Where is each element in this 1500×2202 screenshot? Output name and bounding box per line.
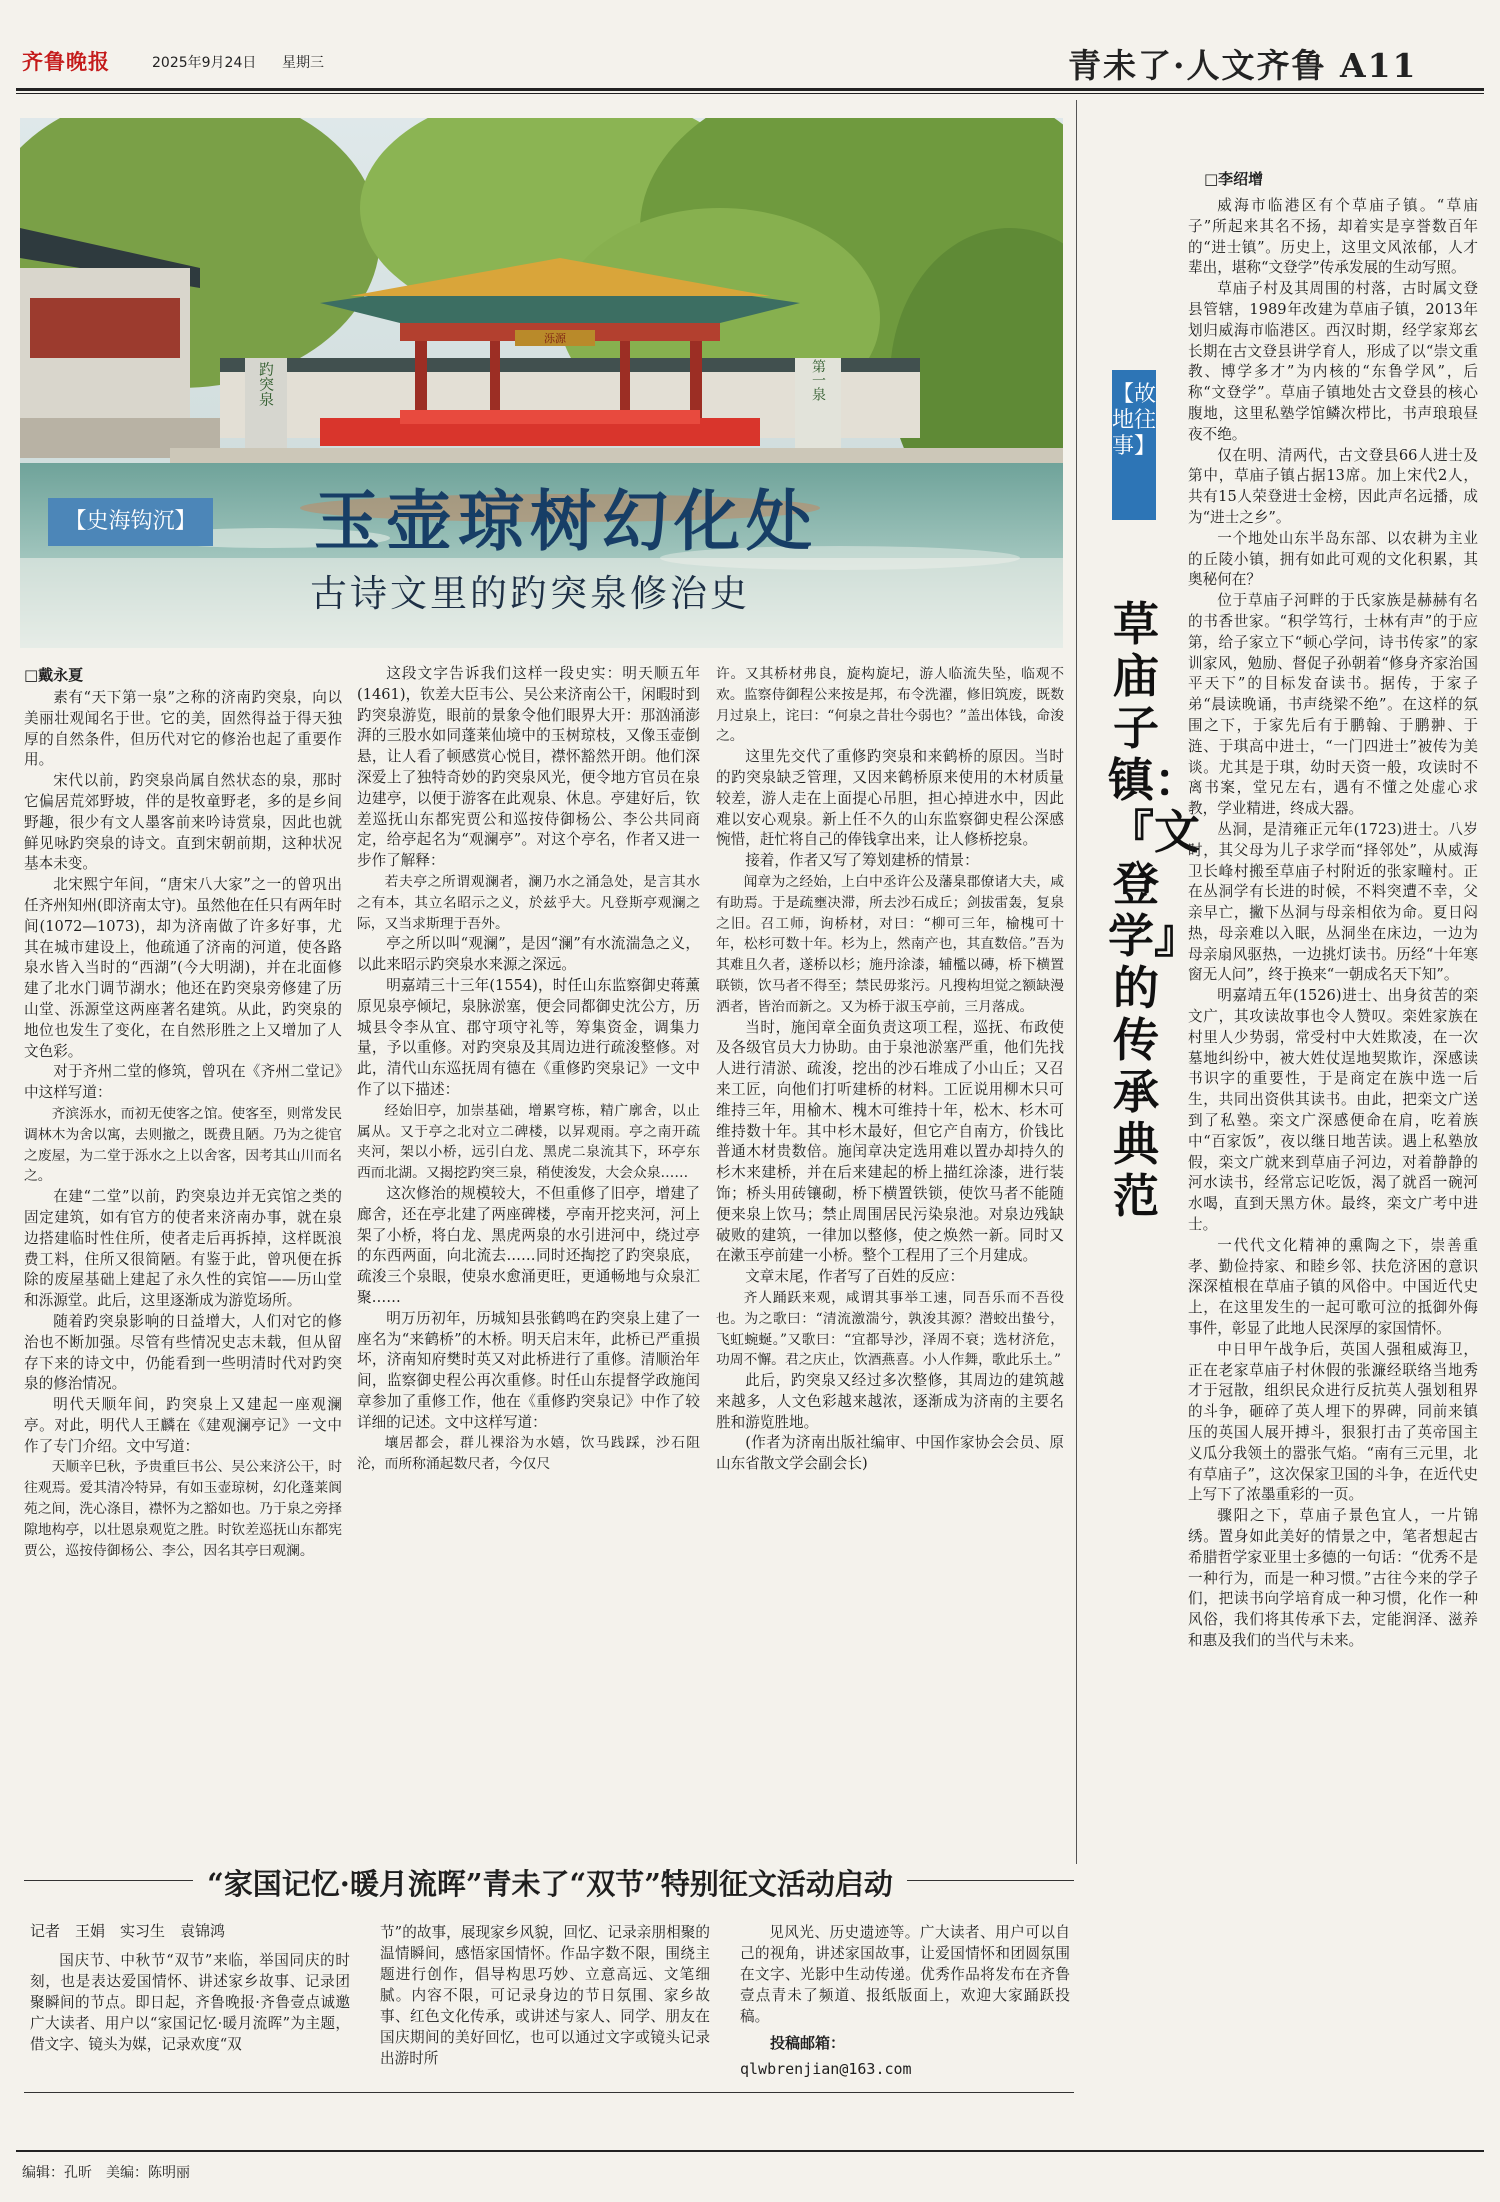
paragraph: 北宋熙宁年间，“唐宋八大家”之一的曾巩出任齐州知州(即济南太守)。虽然他在任只有两年时间(1072—1073)，却为济南做了许多好事，尤其在城市建设上，他疏通了济南的河道，使各路泉水皆入当时的“西湖”(今大明湖)，并在北面修建了北水门调节湖水；他还在趵突泉旁修建了历山堂、泺源堂这两座著名建筑。从此，趵突泉的地位也发生了变化，在自然形胜之上又增加了人文色彩。 bbox=[24, 876, 342, 1060]
author-note: (作者为济南出版社编审、中国作家协会会员、原山东省散文学会副会长) bbox=[716, 1434, 1064, 1473]
campaign-title bbox=[30, 1862, 1070, 1903]
quotation: 许。又其桥材弗良，旋构旋圮，游人临流失坠，临观不欢。监察侍御程公来按是邦，布令洗濯，修旧筑废，既数月过泉上，诧曰：“何泉之昔壮今弱也？”盖出体钱，命浚之。 bbox=[716, 666, 1064, 745]
paragraph: 素有“天下第一泉”之称的济南趵突泉，向以美丽壮观闻名于世。它的美，固然得益于得天独厚的自然条件，但历代对它的修治也起了重要作用。 bbox=[24, 689, 342, 769]
paragraph: 明嘉靖五年(1526)进士、出身贫苦的栾文广，其攻读故事也令人赞叹。栾姓家族在村里人少势弱，常受村中大姓欺凌，在一次墓地纠纷中，被大姓仗逞地契欺诈，深感读书识字的重要性，于是商定在族中选一后生，共同出资供其读书。由此，把栾文广送到了私塾。栾文广深感便命在肩，吃着族中“百家饭”，夜以继日地苦读。遇上私塾放假，栾文广就来到草庙子河边，对着静静的河水读书，经常忘记吃饭，渴了就舀一碗河水喝，直到天黑方休。最终，栾文广考中进士。 bbox=[1188, 987, 1478, 1234]
campaign-column-2 bbox=[380, 1922, 710, 2069]
paragraph: 明代天顺年间，趵突泉上又建起一座观澜亭。对此，明代人王麟在《建观澜亭记》一文中作了专门介绍。文中写道： bbox=[24, 1396, 342, 1455]
quotation: 天顺辛巳秋，予贵重巨书公、吴公来济公干，时往观焉。爱其清冷特异，有如玉壶琼树，幻化蓬莱阆苑之间，洗心涤目，襟怀为之豁如也。乃于泉之旁择隙地构亭，以壮恩泉观览之胜。时钦差巡抚山东都宪贾公，巡按侍御杨公、李公，因名其亭曰观澜。 bbox=[24, 1459, 342, 1559]
side-article-body bbox=[1188, 196, 1478, 2076]
header-rule bbox=[16, 88, 1484, 91]
paragraph: 仅在明、清两代，古文登县66人进士及第中，草庙子镇占据13席。加上宋代2人，共有15人荣登进士金榜，因此声名远播，成为“进士之乡”。 bbox=[1188, 446, 1478, 526]
paragraph: 国庆节、中秋节“双节”来临，举国同庆的时刻，也是表达爱国情怀、讲述家乡故事、记录团聚瞬间的节点。即日起，齐鲁晚报·齐鲁壹点诚邀广大读者、用户以“家国记忆·暖月流晖”为主题，借文字、镜头为媒，记录欢度“双 bbox=[30, 1952, 350, 2053]
editor-credits: 编辑：孔昕 美编：陈明丽 bbox=[22, 2165, 190, 2181]
quotation: 壤居都会，群儿裸浴为水嬉，饮马践踩，沙石阻沦，而所称涌起数尺者，今仅尺 bbox=[357, 1435, 700, 1473]
stele-text-baotuquan: 趵突泉 bbox=[257, 361, 275, 407]
side-article-author: □李绍增 bbox=[1204, 170, 1264, 188]
paragraph: 见风光、历史遗迹等。广大读者、用户可以自己的视角，讲述家国故事，让爱国情怀和团圆氛围在文字、光影中生动传递。优秀作品将发布在齐鲁壹点青未了频道、报纸版面上，欢迎大家踊跃投稿。 bbox=[740, 1924, 1070, 2025]
feature-column-1 bbox=[24, 688, 342, 1848]
submission-email-label: 投稿邮箱： bbox=[770, 2034, 846, 2052]
issue-date: 2025年9月24日 bbox=[152, 55, 257, 71]
column-divider bbox=[1076, 100, 1077, 1864]
paragraph: 位于草庙子河畔的于氏家族是赫赫有名的书香世家。“积学笃行，士林有声”的于应第，给子家立下“顿心学问，诗书传家”的家训家风，勉励、督促子孙朝着“修身齐家治国平天下”的目标发奋读书。据传，于家子弟“晨读晚诵，书声绕梁不绝”。在这样的氛围之下，于家先后有于鹏翰、于鹏翀、于涟、于琪高中进士，“一门四进士”被传为美谈。尤其是于琪，幼时天资一般，攻读时不离书案，堂兄左右，遇有不懂之处虚心求教，学业精进，终成大器。 bbox=[1188, 592, 1478, 818]
stele-text-diyiquan: 第一泉 bbox=[810, 359, 826, 401]
quotation: 齐人踊跃来观，咸谓其事举工速，同吾乐而不吾役也。为之歌曰：“清流激湍兮，孰浚其源？潜蛟出蛰兮，飞虹蜿蜒。”又歌曰：“宜都导沙，泽周不衰；选材济危，功周不懈。君之庆止，饮酒燕喜。小人作舞，歌此乐土。” bbox=[716, 1289, 1064, 1369]
paragraph: 接着，作者又写了筹划建桥的情景： bbox=[745, 852, 979, 870]
paragraph: 中日甲午战争后，英国人强租威海卫，正在老家草庙子村休假的张濂经联络当地秀才于冠散，组织民众进行反抗英人强划租界的斗争，砸碎了英人埋下的界碑，同前来镇压的英国人展开搏斗，狠狠打击了英帝国主义瓜分我领土的嚣张气焰。“南有三元里，北有草庙子”，这次保家卫国的斗争，在近代史上写下了浓墨重彩的一页。 bbox=[1188, 1340, 1478, 1504]
campaign-box-rule-bottom bbox=[24, 2092, 1074, 2093]
paragraph: 威海市临港区有个草庙子镇。“草庙子”所起来其名不扬，却着实是享誉数百年的“进士镇”。历史上，这里文风浓郁，人才辈出，堪称“文登学”传承发展的生动写照。 bbox=[1188, 197, 1478, 277]
quotation: 齐滨泺水，而初无使客之馆。使客至，则常发民调林木为舍以寓，去则撤之，既费且陋。乃为之徙官之废屋，为二堂于泺水之上以舍客，因考其山川而名之。 bbox=[24, 1105, 342, 1185]
paragraph: 一代代文化精神的熏陶之下，崇善重孝、勤俭持家、和睦乡邻、扶危济困的意识深深植根在草庙子镇的风俗中。中国近代史上，在这里发生的一起可歌可泣的抵御外侮事件，彰显了此地人民深厚的家国情怀。 bbox=[1188, 1236, 1478, 1338]
campaign-reporters: 记者 王娟 实习生 袁锦鸿 bbox=[30, 1922, 226, 1940]
paragraph: 宋代以前，趵突泉尚属自然状态的泉，那时它偏居荒郊野坡，伴的是牧童野老，多的是乡间野趣，很少有文人墨客前来吟诗赏泉，因此也就鲜见咏趵突泉的诗文。直到宋朝前期，这种状况基本未变。 bbox=[24, 772, 342, 873]
feature-column-3 bbox=[716, 664, 1064, 1848]
quotation: 若夫亭之所谓观澜者，澜乃水之涌急处，是言其水之有本，其立名昭示之义，於兹乎大。凡登斯亭观澜之际，又当求斯理于吾外。 bbox=[357, 873, 700, 932]
paragraph: 这里先交代了重修趵突泉和来鹤桥的原因。当时的趵突泉缺乏管理，又因来鹤桥原来使用的木材质量较差，游人走在上面提心吊胆，担心掉进水中，因此难以安心观泉。新上任不久的山东监察御史程公深感惋惜，赶忙将自己的俸钱拿出来，让人修桥挖泉。 bbox=[716, 748, 1064, 849]
quotation: 闻章为之经始，上白中丞许公及藩臬郡僚诸大夫，咸有助焉。于是疏壅决滞，所去沙石成丘；剑拔雷轰，复泉之旧。召工师，询桥材，对曰：“柳可三年，榆槐可十年，松杉可数十年。杉为上，然南产也，其直数倍。”吾为其难且久者，遂桥以杉；施丹涂漆，辅檻以磚，桥下横置联锁，饮马者不得至；禁民毋浆污。凡搜构坦觉之额缺漫洒者，皆治而新之。又为桥于淑玉亭前，三月落成。 bbox=[716, 873, 1064, 1015]
quotation: 经始旧亭，加崇基础，增累穹栋，精广廓舍，以止属从。又于亭之北对立二碑楼，以昇观雨。亭之南开疏夹河，架以小桥，远引白龙、黑虎二泉流其下，环亭东西而北湖。又揭挖趵突三泉，稍使浚发，大会众泉…… bbox=[357, 1102, 700, 1182]
feature-author: □戴永夏 bbox=[24, 666, 84, 684]
campaign-title-text: “家国记忆·暖月流晖”青未了“双节”特别征文活动启动 bbox=[193, 1867, 907, 1901]
paragraph: 这段文字告诉我们这样一段史实：明天顺五年(1461)，钦差大臣韦公、吴公来济南公干，闲暇时到趵突泉游览，眼前的景象令他们眼界大开：那汹涌澎湃的三股水如同蓬莱仙境中的玉树琼枝，又像玉壶倒悬，让人看了顿感赏心悦目，襟怀豁然开朗。他们深深爱上了独特奇妙的趵突泉风光，便令地方官员在泉边建亭，以便于游客在此观泉、休息。亭建好后，钦差巡抚山东都宪贾公和巡按侍御杨公、李公共同商定，给亭起名为“观澜亭”。对这个亭名，作者又进一步作了解释： bbox=[357, 665, 700, 870]
column-tag-history: 【史海钩沉】 bbox=[48, 498, 213, 546]
paragraph: 骤阳之下，草庙子景色宜人，一片锦绣。置身如此美好的情景之中，笔者想起古希腊哲学家亚里士多德的一句话：“优秀不是一种行为，而是一种习惯。”古往今来的学子们，把读书向学培育成一种习惯，化作一种风俗，我们将其传承下去，定能润泽、滋养和惠及我们的当代与未来。 bbox=[1188, 1507, 1478, 1649]
paragraph: 草庙子村及其周围的村落，古时属文登县管辖，1989年改建为草庙子镇，2013年划归威海市临港区。西汉时期，经学家郑玄长期在古文登县讲学育人，形成了以“崇文重教、博学多才”为内核的“东鲁学风”，后称“文登学”。草庙子镇地处古文登县的核心腹地，这里私塾学馆鳞次栉比，书声琅琅昼夜不绝。 bbox=[1188, 280, 1478, 443]
paragraph: 对于齐州二堂的修筑，曾巩在《齐州二堂记》中这样写道： bbox=[24, 1063, 342, 1102]
campaign-column-1 bbox=[30, 1950, 350, 2055]
footer-rule bbox=[16, 2150, 1484, 2152]
header-rule-thin bbox=[16, 93, 1484, 94]
paragraph: 节”的故事，展现家乡风貌，回忆、记录亲朋相聚的温情瞬间，感悟家国情怀。作品字数不限，围绕主题进行创作，倡导构思巧妙、立意高远、文笔细腻。内容不限，可记录身边的节日氛围、家乡故事、红色文化传承，或讲述与家人、同学、朋友在国庆期间的美好回忆，也可以通过文字或镜头记录出游时所 bbox=[380, 1924, 710, 2067]
paragraph: 随着趵突泉影响的日益增大，人们对它的修治也不断加强。尽管有些情况史志未载，但从留存下来的诗文中，仍能看到一些明清时代对趵突泉的修治情况。 bbox=[24, 1312, 342, 1393]
feature-column-2 bbox=[357, 664, 700, 1848]
paragraph: 亭之所以叫“观澜”，是因“澜”有水流湍急之义，以此来昭示趵突泉水来源之深远。 bbox=[357, 935, 700, 974]
submission-email[interactable]: qlwbrenjian@163.com bbox=[740, 2060, 912, 2078]
newspaper-logo: 齐鲁晚报 bbox=[22, 49, 110, 74]
feature-title: 玉壶琼树幻化处 bbox=[314, 482, 818, 560]
paragraph: 明嘉靖三十三年(1554)，时任山东监察御史蒋薰原见泉亭倾圮，泉脉淤塞，便会同都御史沈公方，历城县令李从宜、郡守项守礼等，筹集资金，调集力量，予以重修。对趵突泉及其周边进行疏浚整修。对此，清代山东巡抚周有德在《重修趵突泉记》一文中作了以下描述： bbox=[357, 976, 700, 1098]
paragraph: 一个地处山东半岛东部、以农耕为主业的丘陵小镇，拥有如此可观的文化积累，其奥秘何在？ bbox=[1188, 529, 1478, 589]
section-title: 青未了·人文齐鲁 A11 bbox=[1068, 46, 1418, 85]
side-article-title: 草庙子镇：『文登学』的传承典范 bbox=[1108, 597, 1200, 1223]
issue-weekday: 星期三 bbox=[282, 55, 324, 71]
campaign-column-3 bbox=[740, 1922, 1070, 2027]
paragraph: 此后，趵突泉又经过多次整修，其周边的建筑越来越多，人文色彩越来越浓，逐渐成为济南的主要名胜和游览胜地。 bbox=[716, 1372, 1064, 1431]
column-tag-old-places: 【故地往事】 bbox=[1112, 370, 1156, 520]
feature-subtitle: 古诗文里的趵突泉修治史 bbox=[310, 572, 750, 615]
paragraph: 在建“二堂”以前，趵突泉边并无宾馆之类的固定建筑，如有官方的使者来济南办事，就在泉边搭建临时性住所，使者走后再拆掉，这样既浪费工料，住所又很简陋。有鉴于此，曾巩便在拆除的废屋基础上建起了永久性的宾馆——历山堂和泺源堂。此后，这里逐渐成为游览场所。 bbox=[24, 1188, 342, 1310]
paragraph: 文章末尾，作者写了百姓的反应： bbox=[745, 1268, 965, 1286]
paragraph: 当时，施闰章全面负责这项工程，巡抚、布政使及各级官员大力协助。由于泉池淤塞严重，他们先找人进行清淤、疏浚，挖出的沙石堆成了小山丘；又召来工匠，向他们打听建桥的材料。工匠说用柳木只可维持三年，用榆木、槐木可维持十年，松木、杉木可维持数十年。其中杉木最好，但它产自南方，价钱比普通木材贵数倍。施闰章决定选用难以置办却持久的杉木来建桥，并在后来建起的桥上描红涂漆，进行装饰；桥头用砖镶砌，桥下横置铁锁，使饮马者不能随便来泉上饮马；禁止周围居民污染泉池。对泉边残缺破败的建筑，一律加以整修，使之焕然一新。同时又在漱玉亭前建一小桥。整个工程用了三个月建成。 bbox=[716, 1018, 1064, 1265]
pavilion-plaque-text: 泺源 bbox=[544, 332, 566, 345]
paragraph: 这次修治的规模较大，不但重修了旧亭，增建了廊舍，还在亭北建了两座碑楼，亭南开挖夹河，河上架了小桥，将白龙、黑虎两泉的水引进河中，绕过亭的东西两面，向北流去……同时还掏挖了趵突泉底，疏浚三个泉眼，使泉水愈涌更旺，更通畅地与众泉汇聚…… bbox=[357, 1184, 700, 1306]
paragraph: 明万历初年，历城知县张鹤鸣在趵突泉上建了一座名为“来鹤桥”的木桥。明天启末年，此桥已严重损坏，济南知府樊时英又对此桥进行了重修。清顺治年间，监察御史程公再次重修。时任山东提督学政施闰章参加了重修工作，他在《重修趵突泉记》中作了较详细的记述。文中这样写道： bbox=[357, 1309, 700, 1431]
paragraph: 丛洞，是清雍正元年(1723)进士。八岁时，其父母为儿子求学而“择邻处”，从威海卫长峰村搬至草庙子村附近的张家疃村。正在丛洞学有长进的时候，不料突遭不幸，父亲早亡，撇下丛洞与母亲相依为命。夏日闷热，母亲难以入眠，丛洞坐在床边，一边为母亲扇风驱热，一边挑灯读书。历经“十年寒窗无人问”，终于换来“一朝成名天下知”。 bbox=[1188, 820, 1478, 984]
